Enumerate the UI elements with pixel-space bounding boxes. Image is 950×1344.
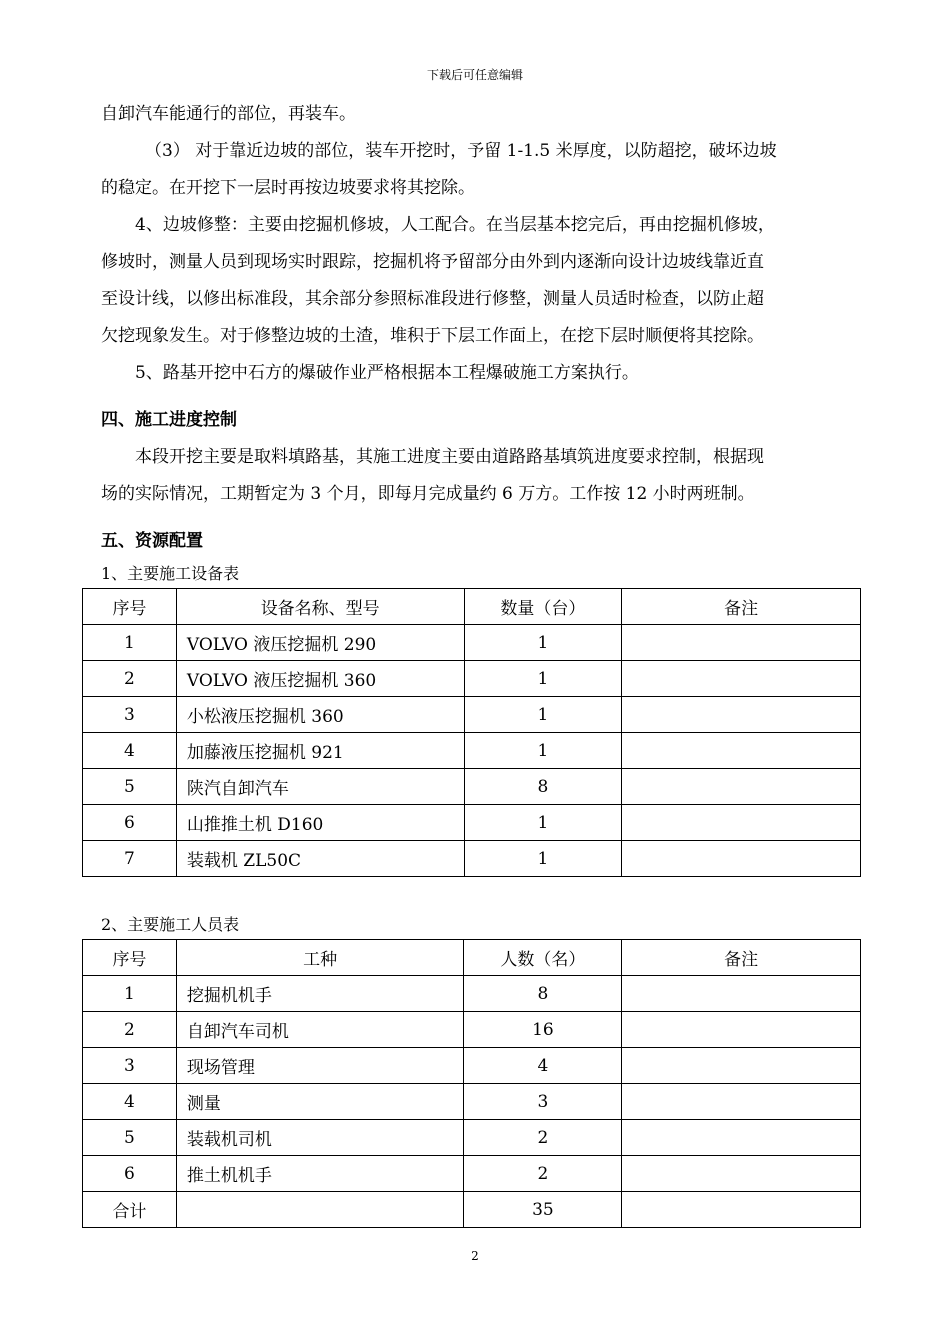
personnel-table (82, 939, 861, 1228)
table-row (83, 733, 861, 769)
column-header: 备注 (622, 940, 861, 976)
table-cell: 8 (464, 976, 622, 1012)
table-cell (622, 1120, 861, 1156)
table-cell (622, 625, 861, 661)
table-cell: 挖掘机机手 (176, 976, 464, 1012)
table-row (83, 1120, 861, 1156)
table-cell: 装载机司机 (176, 1120, 464, 1156)
table-row (83, 1012, 861, 1048)
table-cell: 4 (83, 733, 177, 769)
paragraph: （3） 对于靠近边坡的部位，装车开挖时，予留 1-1.5 米厚度，以防超挖，破坏边坡 (145, 141, 777, 161)
table-cell: 山推推土机 D160 (176, 805, 464, 841)
table-cell: 3 (83, 1048, 177, 1084)
column-header: 数量（台） (464, 589, 622, 625)
section-title-schedule: 四、施工进度控制 (101, 410, 237, 430)
column-header: 工种 (176, 940, 464, 976)
table-cell: 1 (464, 697, 622, 733)
table-cell (622, 1156, 861, 1192)
column-header: 设备名称、型号 (176, 589, 464, 625)
paragraph: 5、路基开挖中石方的爆破作业严格根据本工程爆破施工方案执行。 (135, 363, 639, 383)
table-cell: 1 (83, 625, 177, 661)
paragraph: 欠挖现象发生。对于修整边坡的土渣，堆积于下层工作面上，在挖下层时顺便将其挖除。 (101, 326, 764, 346)
column-header: 序号 (83, 940, 177, 976)
table-cell (622, 976, 861, 1012)
table-cell: VOLVO 液压挖掘机 360 (176, 661, 464, 697)
table-row (83, 661, 861, 697)
table-cell: 3 (464, 1084, 622, 1120)
paragraph: 本段开挖主要是取料填路基，其施工进度主要由道路路基填筑进度要求控制，根据现 (135, 447, 764, 467)
table-cell (622, 697, 861, 733)
table-cell (176, 1192, 464, 1228)
table-row (83, 1084, 861, 1120)
paragraph: 场的实际情况，工期暂定为 3 个月，即每月完成量约 6 万方。工作按 12 小时两班制。 (101, 484, 755, 504)
table-cell: 5 (83, 769, 177, 805)
table-cell: 1 (464, 661, 622, 697)
table-cell: 推土机机手 (176, 1156, 464, 1192)
table-header-row (83, 940, 861, 976)
table-row (83, 841, 861, 877)
column-header: 备注 (622, 589, 861, 625)
table-cell: 现场管理 (176, 1048, 464, 1084)
table-cell: 1 (464, 841, 622, 877)
table-cell: 7 (83, 841, 177, 877)
table-cell (622, 1192, 861, 1228)
page-number: 2 (471, 1249, 479, 1263)
table-cell: 35 (464, 1192, 622, 1228)
section-title-resources: 五、资源配置 (101, 531, 203, 551)
table-row (83, 625, 861, 661)
table-cell: 4 (464, 1048, 622, 1084)
table-cell: 1 (464, 733, 622, 769)
table-row (83, 697, 861, 733)
table-cell: 1 (464, 805, 622, 841)
table-cell: 16 (464, 1012, 622, 1048)
table-cell: 装载机 ZL50C (176, 841, 464, 877)
table-cell: 小松液压挖掘机 360 (176, 697, 464, 733)
table-cell (622, 1012, 861, 1048)
table-cell: 4 (83, 1084, 177, 1120)
document-body (101, 96, 861, 1228)
paragraph: 至设计线，以修出标准段，其余部分参照标准段进行修整，测量人员适时检查，以防止超 (101, 289, 764, 309)
table-cell (622, 733, 861, 769)
paragraph: 的稳定。在开挖下一层时再按边坡要求将其挖除。 (101, 178, 475, 198)
table-cell: 2 (464, 1156, 622, 1192)
paragraph: 自卸汽车能通行的部位，再装车。 (101, 104, 356, 124)
table-row (83, 1156, 861, 1192)
table-cell: 测量 (176, 1084, 464, 1120)
table-row (83, 976, 861, 1012)
table-cell: 2 (83, 661, 177, 697)
table-cell (622, 841, 861, 877)
personnel-table-title: 2、主要施工人员表 (101, 915, 240, 934)
table-cell: 6 (83, 805, 177, 841)
table-cell: 自卸汽车司机 (176, 1012, 464, 1048)
table-cell (622, 1048, 861, 1084)
table-cell: 合计 (83, 1192, 177, 1228)
table-cell (622, 1084, 861, 1120)
table-row (83, 1048, 861, 1084)
table-cell: 3 (83, 697, 177, 733)
table-cell: 1 (83, 976, 177, 1012)
table-cell: 1 (464, 625, 622, 661)
equipment-table (82, 588, 861, 877)
table-total-row (83, 1192, 861, 1228)
table-cell: 2 (83, 1012, 177, 1048)
table-cell (622, 661, 861, 697)
table-row (83, 769, 861, 805)
table-cell: 2 (464, 1120, 622, 1156)
paragraph: 4、边坡修整：主要由挖掘机修坡，人工配合。在当层基本挖完后，再由挖掘机修坡， (135, 215, 775, 235)
page-header: 下载后可任意编辑 (426, 68, 523, 82)
table-cell: 5 (83, 1120, 177, 1156)
table-cell: 6 (83, 1156, 177, 1192)
table-header-row (83, 589, 861, 625)
table-cell (622, 769, 861, 805)
table-cell: 加藤液压挖掘机 921 (176, 733, 464, 769)
paragraph: 修坡时，测量人员到现场实时跟踪，挖掘机将予留部分由外到内逐渐向设计边坡线靠近直 (101, 252, 764, 272)
equipment-table-title: 1、主要施工设备表 (101, 564, 240, 583)
table-cell: 8 (464, 769, 622, 805)
table-cell: 陕汽自卸汽车 (176, 769, 464, 805)
column-header: 人数（名） (464, 940, 622, 976)
column-header: 序号 (83, 589, 177, 625)
table-row (83, 805, 861, 841)
table-cell (622, 805, 861, 841)
table-cell: VOLVO 液压挖掘机 290 (176, 625, 464, 661)
